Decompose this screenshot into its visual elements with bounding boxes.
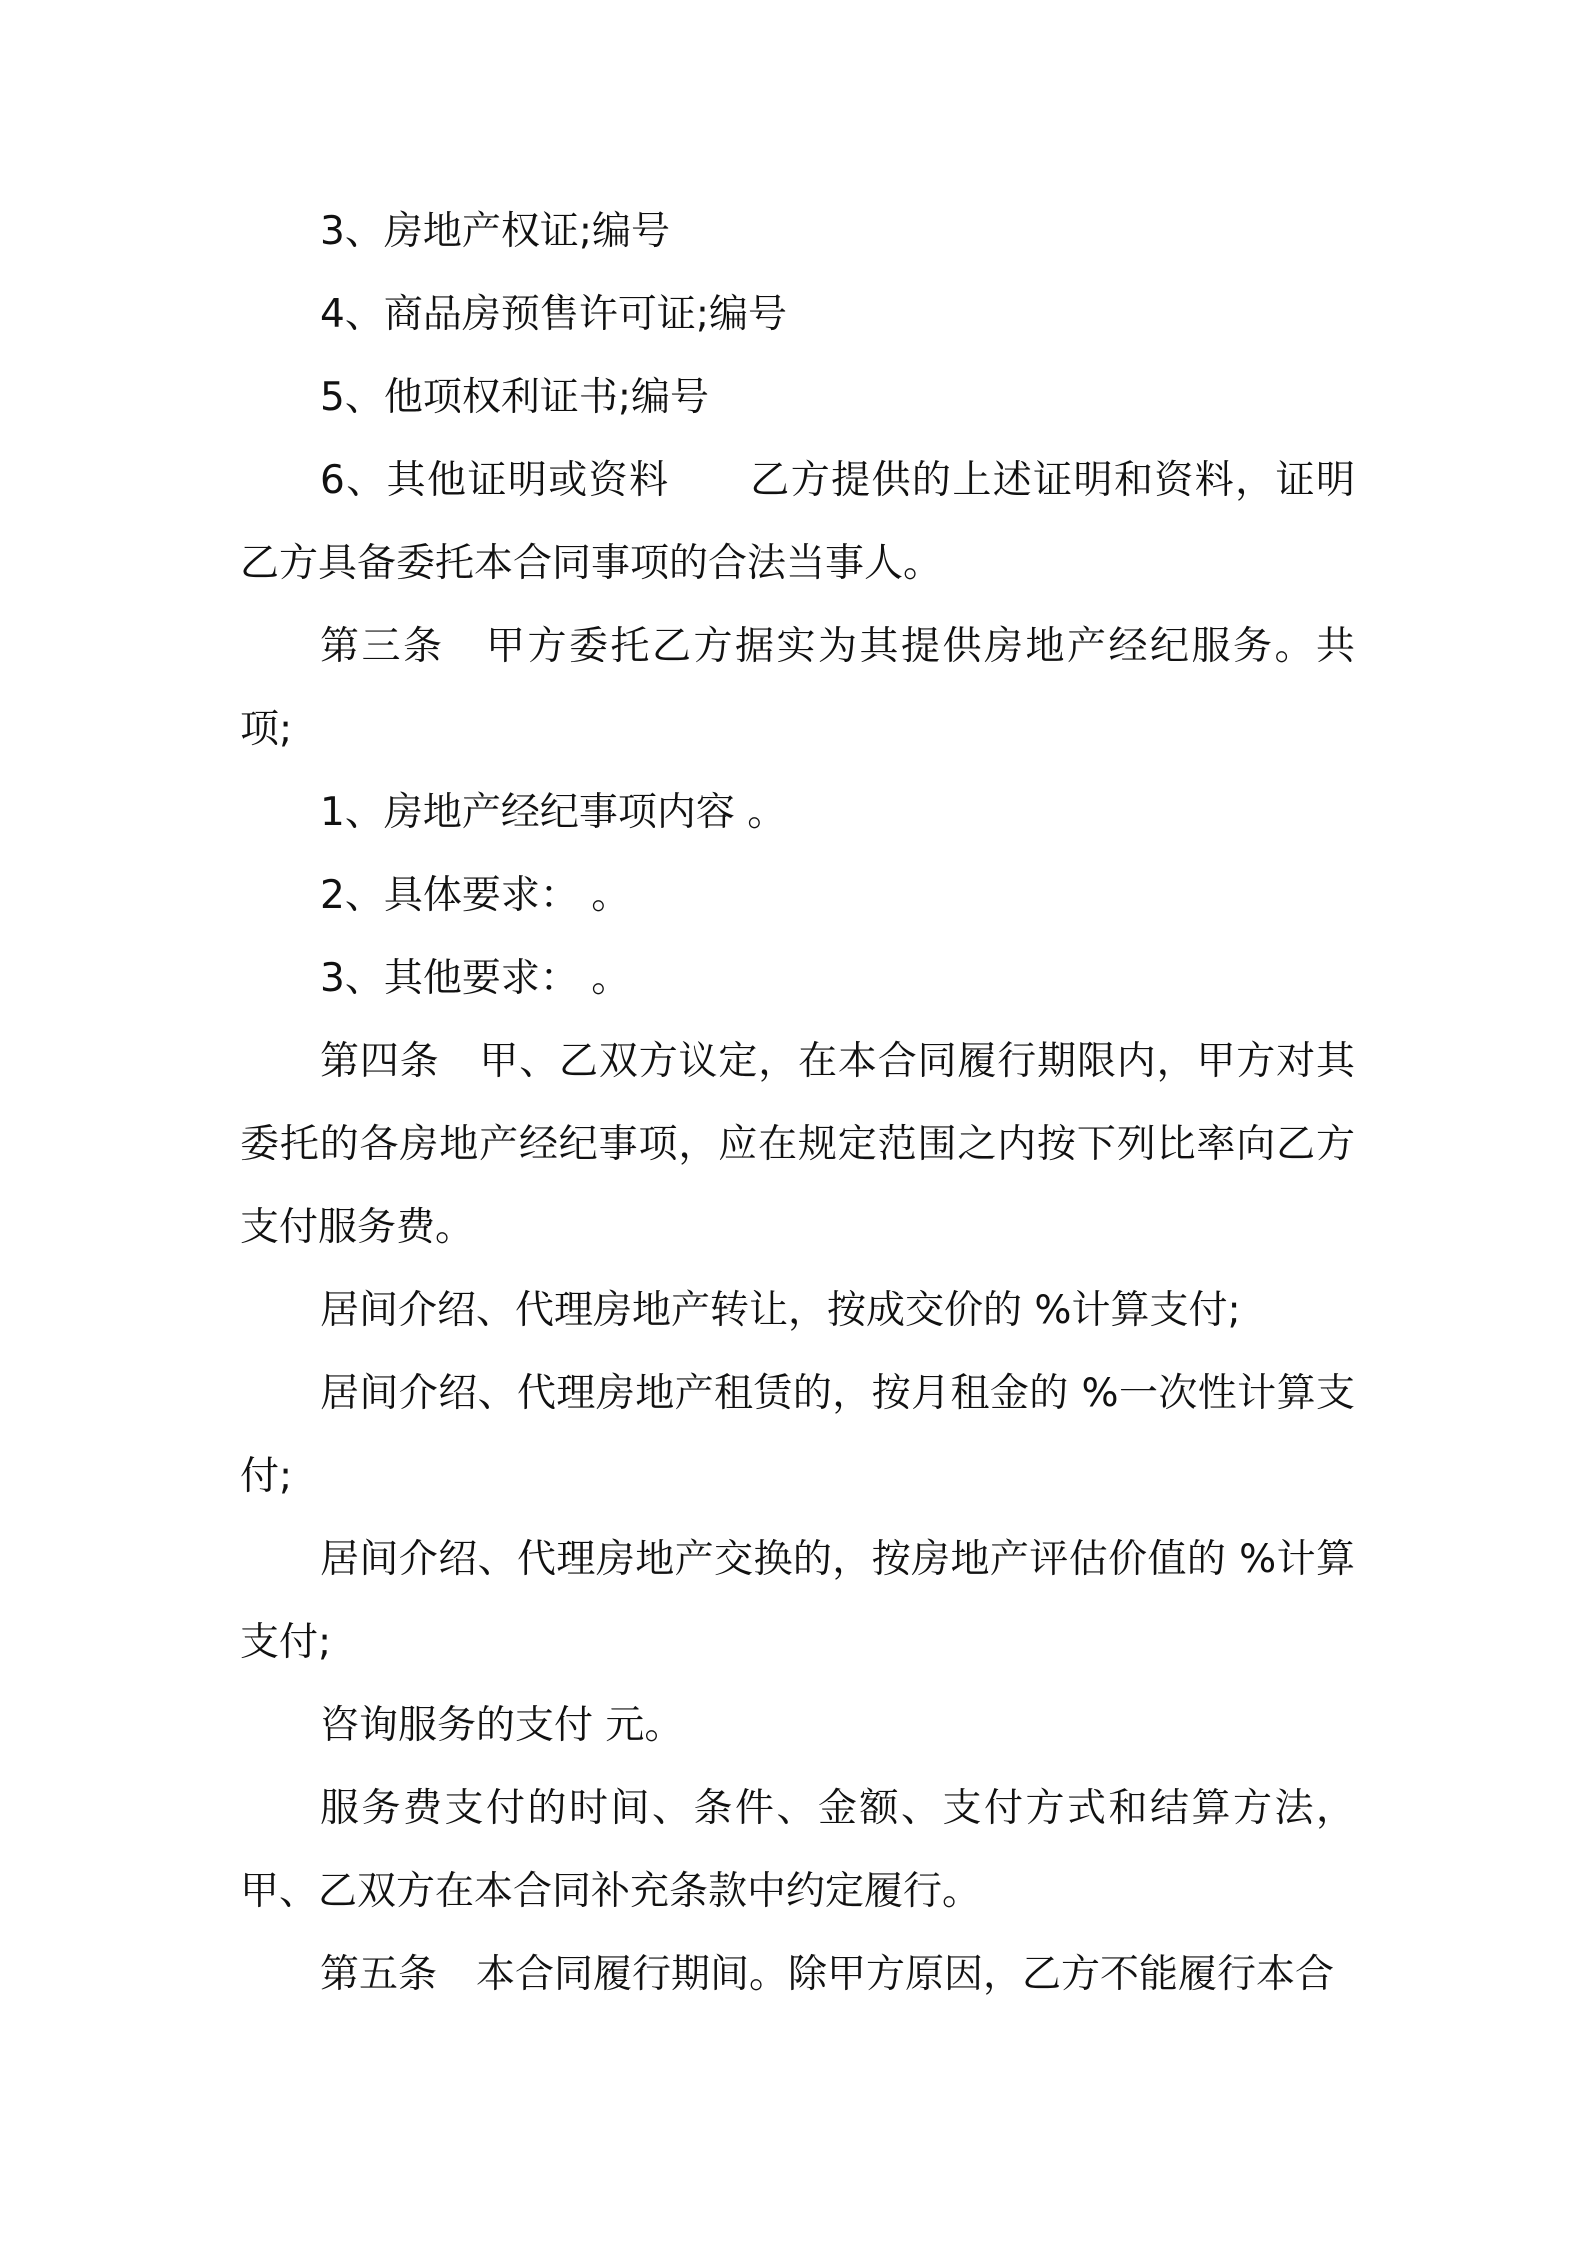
paragraph-fee-transfer: 居间介绍、代理房地产转让，按成交价的 %计算支付; xyxy=(320,1288,1241,1333)
paragraph-article-3-item-1: 1、房地产经纪事项内容 。 xyxy=(320,790,787,835)
paragraph-item-5-other-rights-certificate: 5、他项权利证书;编号 xyxy=(320,375,709,420)
paragraph-article-4: 第四条 甲、乙双方议定，在本合同履行期限内，甲方对其委托的各房地产经纪事项，应在规定范围之内按下列比率向乙方支付服务费。 xyxy=(240,1039,1355,1250)
paragraph-item-3-property-certificate: 3、房地产权证;编号 xyxy=(320,209,670,254)
paragraph-article-3-item-2: 2、具体要求： 。 xyxy=(320,873,631,918)
paragraph-fee-lease: 居间介绍、代理房地产租赁的，按月租金的 %一次性计算支付; xyxy=(240,1371,1355,1499)
paragraph-item-6-other-proof: 6、其他证明或资料 乙方提供的上述证明和资料，证明乙方具备委托本合同事项的合法当事人。 xyxy=(240,458,1355,586)
paragraph-article-3: 第三条 甲方委托乙方据实为其提供房地产经纪服务。共 项; xyxy=(240,624,1368,752)
paragraph-fee-payment-terms: 服务费支付的时间、条件、金额、支付方式和结算方法，甲、乙双方在本合同补充条款中约定履行。 xyxy=(240,1786,1355,1914)
document-body xyxy=(240,190,1368,2016)
paragraph-fee-consulting: 咨询服务的支付 元。 xyxy=(320,1703,684,1748)
paragraph-fee-exchange: 居间介绍、代理房地产交换的，按房地产评估价值的 %计算支付; xyxy=(240,1537,1355,1665)
paragraph-item-4-presale-permit: 4、商品房预售许可证;编号 xyxy=(320,292,787,337)
paragraph-article-3-item-3: 3、其他要求： 。 xyxy=(320,956,631,1001)
paragraph-article-5: 第五条 本合同履行期间。除甲方原因，乙方不能履行本合 xyxy=(320,1952,1335,1997)
